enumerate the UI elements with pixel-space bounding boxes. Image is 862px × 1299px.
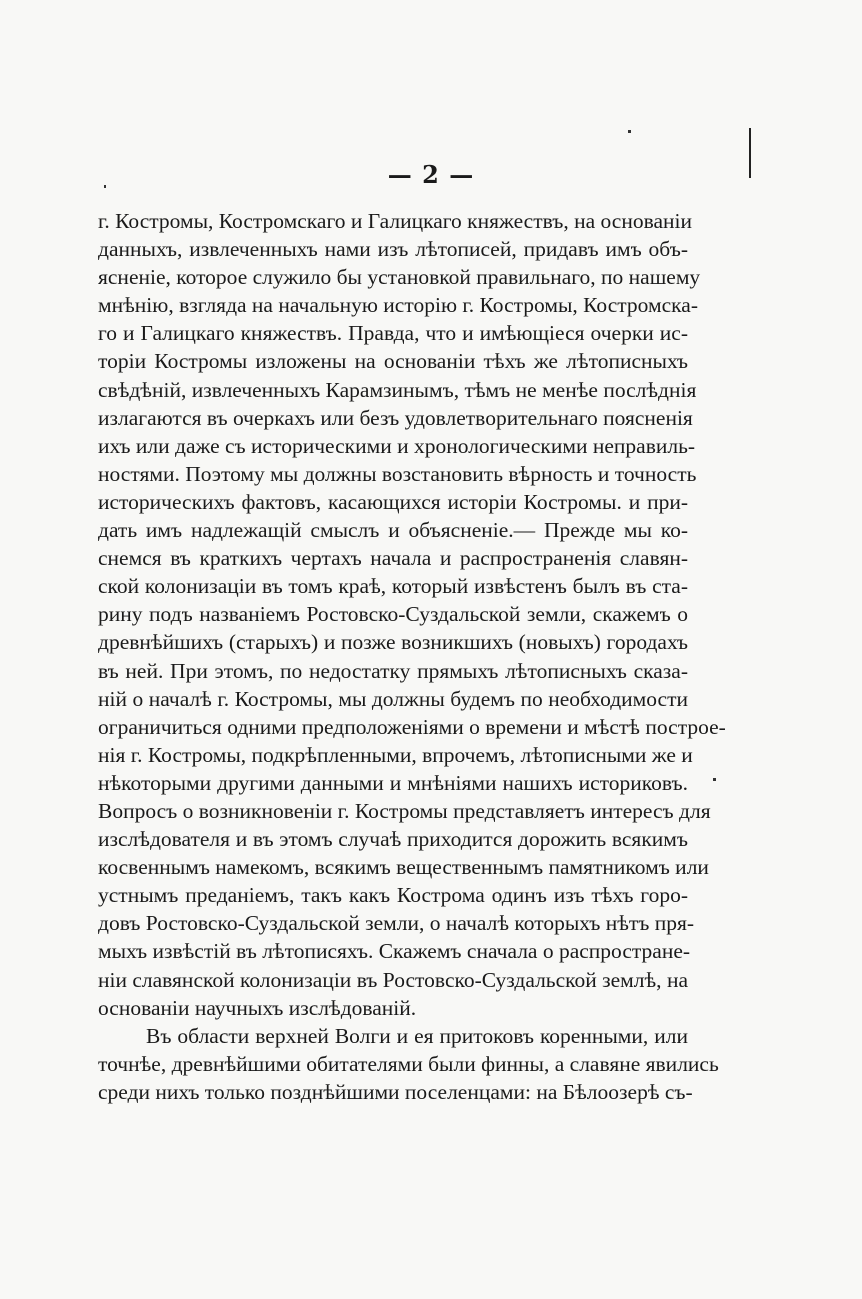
text-line: нія г. Костромы, подкрѣпленными, впрочемъ, лѣтописными же и xyxy=(98,742,693,767)
text-line: снемся въ краткихъ чертахъ начала и распространенія славян- xyxy=(98,546,688,571)
text-line: излагаются въ очеркахъ или безъ удовлетворительнаго поясненія xyxy=(98,405,693,430)
text-line: довъ Ростовско-Суздальской земли, о началѣ которыхъ нѣтъ пря- xyxy=(98,911,695,936)
text-line: историческихъ фактовъ, касающихся исторіи Костромы. и при- xyxy=(98,489,688,514)
paragraph xyxy=(98,1022,719,1106)
text-line: Въ области верхней Волги и ея притоковъ коренными, или xyxy=(146,1023,688,1048)
paragraph xyxy=(98,207,726,1022)
text-line: среди нихъ только позднѣйшими поселенцами: на Бѣлоозерѣ съ- xyxy=(98,1079,693,1104)
text-line: свѣдѣній, извлеченныхъ Карамзинымъ, тѣмъ не менѣе послѣднія xyxy=(98,377,697,402)
text-line: основаніи научныхъ изслѣдованій. xyxy=(98,995,417,1020)
text-line: изслѣдователя и въ этомъ случаѣ приходится дорожить всякимъ xyxy=(98,827,688,852)
text-line: ской колонизаціи въ томъ краѣ, который извѣстенъ былъ въ ста- xyxy=(98,574,688,599)
text-line: въ ней. При этомъ, по недостатку прямыхъ лѣтописныхъ сказа- xyxy=(98,658,688,683)
text-line: устнымъ преданіемъ, такъ какъ Кострома одинъ изъ тѣхъ горо- xyxy=(98,883,688,908)
scan-speck xyxy=(713,778,716,781)
body-text xyxy=(98,207,726,1106)
text-line: данныхъ, извлеченныхъ нами изъ лѣтописей, придавъ имъ объ- xyxy=(98,237,688,262)
text-line: древнѣйшихъ (старыхъ) и позже возникшихъ (новыхъ) городахъ xyxy=(98,630,688,655)
text-line: Вопросъ о возникновеніи г. Костромы представляетъ интересъ для xyxy=(98,798,711,823)
text-line: косвеннымъ намекомъ, всякимъ вещественнымъ памятникомъ или xyxy=(98,855,709,880)
text-line: г. Костромы, Костромскаго и Галицкаго княжествъ, на основаніи xyxy=(98,209,692,233)
text-line: мыхъ извѣстій въ лѣтописяхъ. Скажемъ сначала о распростране- xyxy=(98,939,691,964)
text-line: рину подъ названіемъ Ростовско-Суздальской земли, скажемъ о xyxy=(98,602,688,627)
scan-speck xyxy=(628,130,631,133)
text-line: дать имъ надлежащій смыслъ и объясненіе.— Прежде мы ко- xyxy=(98,518,688,543)
page-number: — 2 — xyxy=(387,160,475,189)
text-line: ній о началѣ г. Костромы, мы должны будемъ по необходимости xyxy=(98,686,688,711)
text-line: нѣкоторыми другими данными и мнѣніями нашихъ историковъ. xyxy=(98,770,688,795)
text-line: мнѣнію, взгляда на начальную исторію г. Костромы, Костромска- xyxy=(98,293,698,318)
text-line: ніи славянской колонизаціи въ Ростовско-Суздальской землѣ, на xyxy=(98,967,688,992)
text-line: ограничиться одними предположеніями о времени и мѣстѣ построе- xyxy=(98,714,726,739)
text-line: ихъ или даже съ историческими и хронологическими неправиль- xyxy=(98,433,696,458)
text-line: ностями. Поэтому мы должны возстановить вѣрность и точность xyxy=(98,461,697,486)
text-line: го и Галицкаго княжествъ. Правда, что и имѣющіеся очерки ис- xyxy=(98,321,688,346)
text-line: торіи Костромы изложены на основаніи тѣхъ же лѣтописныхъ xyxy=(98,349,688,374)
text-line: ясненіе, которое служило бы установкой правильнаго, по нашему xyxy=(98,265,701,290)
text-line: точнѣе, древнѣйшими обитателями были финны, а славяне явились xyxy=(98,1051,719,1076)
